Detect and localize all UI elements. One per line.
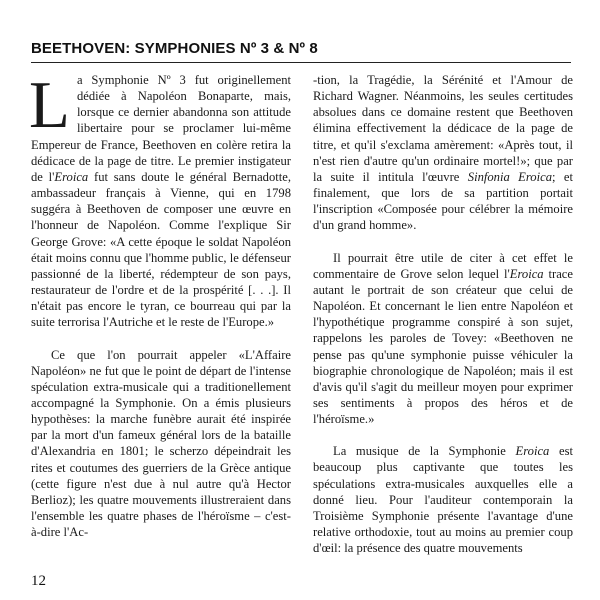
paragraph-text: ; et finalement, que lors de sa partition portait l'inscription «Composée pour célébrer la mémoire d'un grand homme». [313,169,573,233]
paragraph-gap [313,427,573,443]
paragraph-text: a Symphonie Nº 3 fut originellement dédiée à Napoléon Bonaparte, mais, lorsque ce dernier abandonna son attitude libertaire pour se proclamer lui-même Empereur de France, Beethoven en colère retira la dédicace de la page de titre. Le premier instigateur de l' [31,73,291,184]
paragraph [313,72,573,234]
paragraph [313,250,573,428]
paragraph: Ce que l'on pourrait appeler «L'Affaire Napoléon» ne fut que le point de départ de l'intense spéculation extra-musicale qui a traditionellement accompagné la Symphonie. On a émis plusieurs hypothèses: la marche funèbre aurait été inspirée par la mort d'un fameux général lors de la bataille d'Alexandria en 1801; le scherzo dépeindrait les rites et coutumes des guerriers de la Grèce antique (cette figure n'est due à nul autre qu'à Hector Berlioz); les quatre mouvements illustreraient dans l'ensemble les quatre phases de l'héroïsme – c'est-à-dire l'Ac- [31,347,291,540]
paragraph [313,443,573,556]
paragraph-text: est beaucoup plus captivante que toutes les spéculations extra-musicales auxquelles elle a donné lieu. Pour l'auditeur contemporain la Troisième Symphonie présente l'avantage d'une relative orthodoxie, tout au moins au premier coup d'œil: la présence des quatre mouvements [313,444,573,556]
paragraph [29,68,291,331]
paragraph-gap [31,331,291,347]
paragraph-text: -tion, la Tragédie, la Sérénité et l'Amour de Richard Wagner. Néanmoins, les seules certitudes absolues dans ce domaine restent que Beethoven élimina effectivement la dédicace de la page de titre, et qu'il s'exclama amèrement: «Après tout, il n'est rien d'autre qu'un ordinaire mortel!»; que par la suite il intitula l'œuvre [313,73,573,184]
italic-title: Eroica [54,169,89,184]
page-header-title: BEETHOVEN: SYMPHONIES Nº 3 & Nº 8 [31,40,318,57]
italic-title: Eroica [509,266,544,281]
paragraph-text: Il pourrait être utile de citer à cet effet le commentaire de Grove selon lequel l' [313,250,573,281]
paragraph-gap [313,234,573,250]
italic-title: Sinfonia Eroica [467,169,552,184]
header-rule [31,62,571,63]
italic-title: Eroica [515,444,550,459]
left-column [29,68,291,540]
right-column [313,72,573,556]
paragraph-text: trace autant le portrait de son créateur que celui de Napoléon. Et concernant le lien entre Napoléon et l'hypothétique programme conspiré à son sujet, rappelons les paroles de Tovey: «Beethoven ne pense pas qu'une symphonie puisse véhiculer la biographie chronologique de Napoléon; mais il est d'avis qu'il s'agit du meilleur moyen pour exprimer ses sentiments à propos des héros et de l'héroïsme.» [313,266,573,427]
drop-cap: L [29,68,70,142]
page-number: 12 [31,573,46,589]
paragraph-text: La musique de la Symphonie [333,444,516,459]
paragraph-text: fut sans doute le général Bernadotte, ambassadeur français à Vienne, qui en 1798 suggéra à Beethoven de composer une œuvre en l'honneur de Napoléon. Comme l'explique Sir George Grove: «A cette époque le soldat Napoléon était moins connu que l'homme public, le défenseur passionné de la liberté, rédempteur de son pays, restaurateur de l'ordre et de la prospérité [. . .]. Il n'était pas encore le tyran, ce bourreau qui par la suite terrorisa l'Autriche et le reste de l'Europe.» [31,169,291,330]
